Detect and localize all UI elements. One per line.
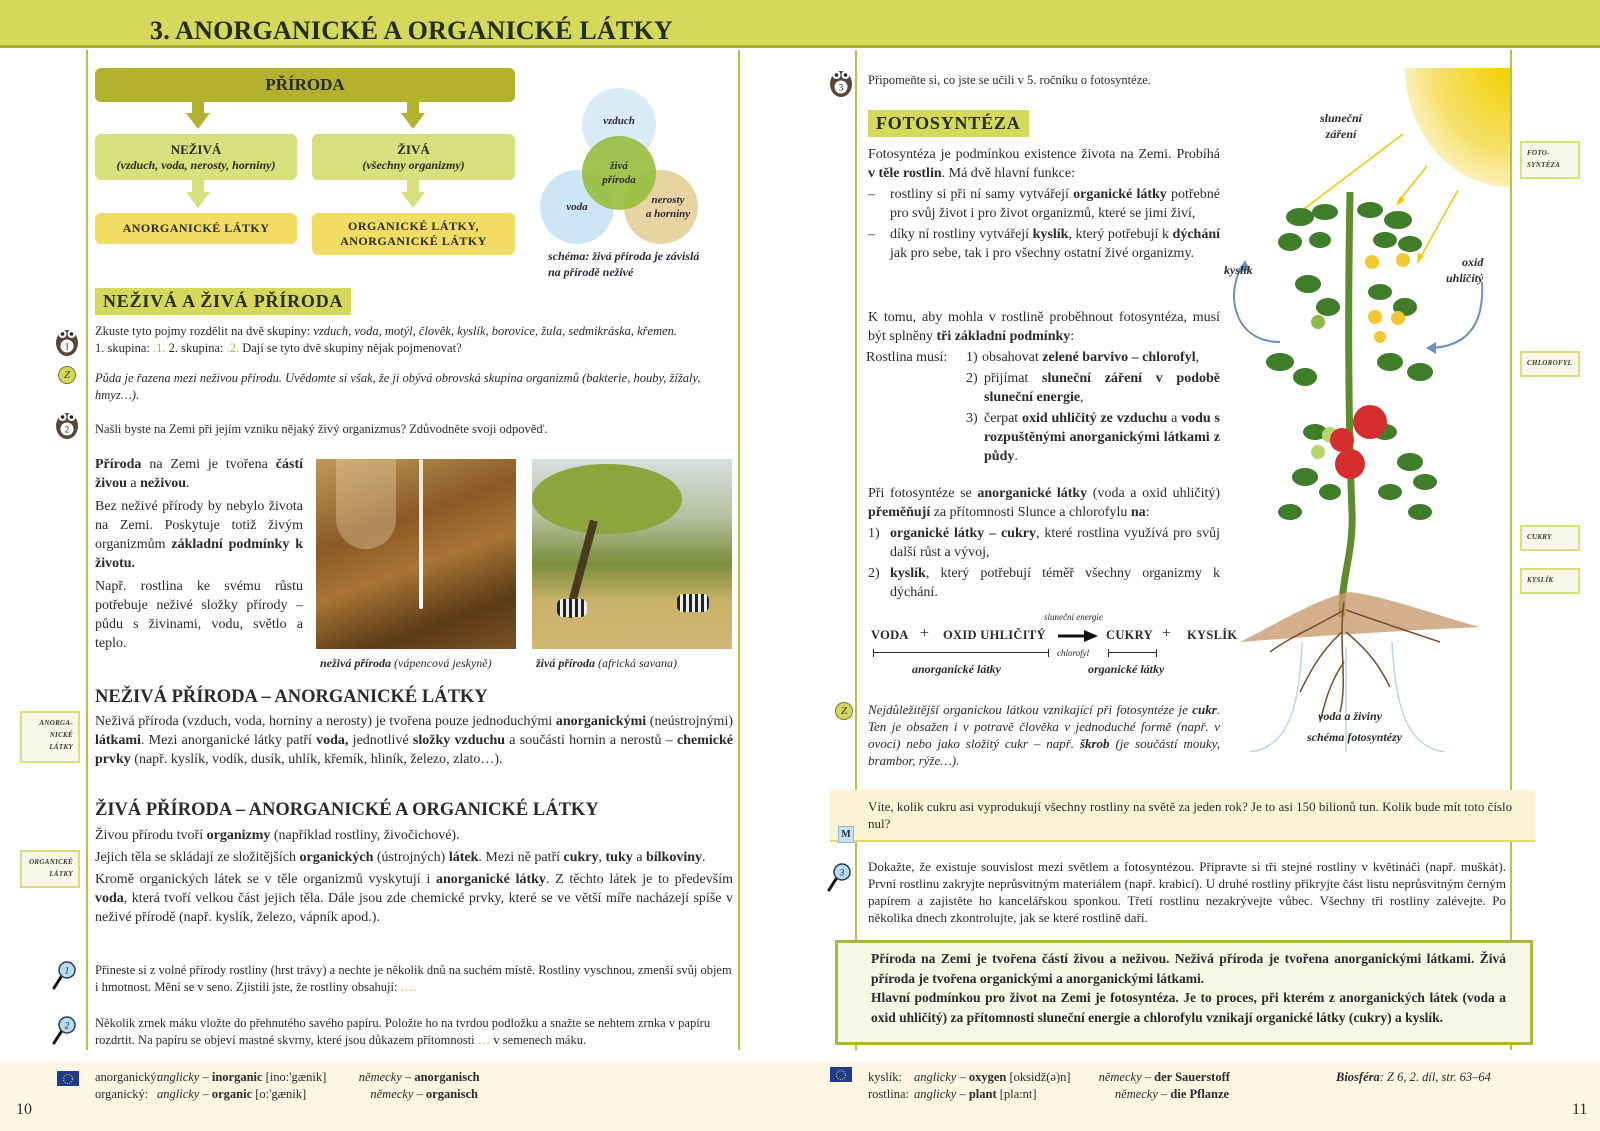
- section-title-anorganicke: NEŽIVÁ PŘÍRODA – ANORGANICKÉ LÁTKY: [95, 687, 488, 707]
- s2-b1: anorganickými: [555, 714, 647, 729]
- owl-task-icon: [828, 66, 854, 98]
- bracket-anorganicke: [873, 649, 1049, 657]
- vocab-de: der Sauerstoff: [1154, 1070, 1230, 1084]
- acacia-canopy: [532, 464, 682, 534]
- zebra-shape: [677, 594, 709, 612]
- vocab-pron: [oksidž(ə)n]: [1009, 1070, 1071, 1084]
- result-2: [868, 564, 1220, 602]
- vocab-row: anorganický:anglicky – inorganic [ino:'gænik] německy – anorganisch: [95, 1070, 480, 1084]
- s3-p3-b: anorganické látky: [435, 872, 546, 887]
- svg-text:1: 1: [64, 965, 70, 976]
- section-title-fotosynteza: FOTOSYNTÉZA: [868, 110, 1029, 137]
- intro-paragraph: [868, 145, 1220, 183]
- co2-label-2: uhličitý: [1446, 271, 1484, 285]
- venn-label-ziva-1: živá: [610, 160, 628, 172]
- r2-b: , který potřebují téměř všechny organizmy k dýchání.: [890, 566, 1220, 600]
- s2-b2: látkami: [95, 733, 141, 748]
- summary-paragraph-1: Příroda na Zemi je tvořena částí živou a neživou. Neživá příroda je tvořena anorganickými látkami. Živá příroda je tvořena organickými a anorganickými látkami.: [871, 951, 1506, 986]
- reference-title: Biosféra: [1336, 1070, 1380, 1084]
- vocab-row: rostlina: anglicky – plant [pla:nt] německy – die Pflanze: [868, 1087, 1230, 1101]
- vocab-row: kyslík: anglicky – oxygen [oksidž(ə)n] německy – der Sauerstoff: [868, 1070, 1230, 1084]
- s3-p2-g: ,: [598, 850, 606, 865]
- s2-t4: jednotlivé: [348, 733, 413, 748]
- tr-d: přeměňují: [868, 505, 931, 520]
- result-number: 1): [868, 526, 880, 541]
- s3-p2-f: cukry: [563, 850, 599, 865]
- transformation: [868, 484, 1220, 602]
- margin-label-chlorofyl: CHLOROFYL: [1520, 351, 1580, 377]
- s3-p2-h: tuky: [605, 850, 633, 865]
- c2-b: sluneční záření v podobě sluneční energie: [984, 371, 1220, 405]
- experiment1-text: [95, 962, 733, 996]
- intro-p1-d: a: [126, 476, 141, 491]
- ziva-title: ŽIVÁ: [397, 141, 430, 157]
- vocab-pron: [pla:nt]: [999, 1087, 1037, 1101]
- venn-label-ziva: [602, 159, 636, 187]
- li2-b: kyslík: [1032, 227, 1069, 242]
- vocab-de-label: německy: [1114, 1087, 1158, 1101]
- condition-number: 3): [966, 411, 978, 426]
- function-1-text: [890, 185, 1220, 223]
- tree-node-neziva: [95, 134, 297, 180]
- c3-b: oxid uhličitý ze vzduchu: [1022, 411, 1168, 426]
- label-kyslik: kyslík: [1224, 263, 1253, 277]
- c2-a: přijímat: [984, 371, 1043, 386]
- tr-e: za přítomnosti Slunce a chlorofylu: [930, 505, 1131, 520]
- c3-d: vodu s rozpuštěnými anorganickými látkami z půdy: [984, 411, 1220, 464]
- fi-p1-a: Fotosyntéza je podmínkou existence života na Zemi. Probíhá: [868, 147, 1220, 162]
- li1-c: potřebné pro svůj život i pro život organizmů, které se jimi živí,: [890, 187, 1220, 221]
- z-note-text: Půda je řazena mezi neživou přírodu. Uvědomte si však, že ji obývá obrovská skupina organizmů (bakterie, houby, žížaly, hmyz…).: [95, 371, 701, 402]
- experiment3-text: Dokažte, že existuje souvislost mezi světlem a fotosyntézou. Připravte si tři stejné rostliny v květináči (např. muškát). První rostlinu zakryjte neprůsvitným materiálem (např. krabicí). U druhé rostliny přikryjte část listu neprůsvitným černým papírem a zajistěte ho kancelářskou sponkou. Třetí rostlinu nezakrývejte vůbec. Všechny tři rostliny zalévejte. Po několika dnech zkontrolujte, jak se které rostlině daří.: [868, 859, 1506, 925]
- s2-t1: Neživá příroda (vzduch, voda, horniny a nerosty) je tvořena pouze jednoduchými: [95, 714, 556, 729]
- section2-text: [95, 712, 733, 769]
- condition-3: [868, 409, 1220, 466]
- s2-b5: chemické prvky: [95, 733, 733, 767]
- tr-b: anorganické látky: [977, 486, 1088, 501]
- section-title-ziva-priroda: ŽIVÁ PŘÍRODA – ANORGANICKÉ A ORGANICKÉ LÁTKY: [95, 800, 599, 820]
- co2-label-1: oxid: [1462, 255, 1484, 269]
- dash-bullet: –: [868, 187, 875, 202]
- zr-b2: škrob: [1079, 736, 1110, 751]
- venn-circle-ziva-priroda: [582, 136, 656, 210]
- eq-plus: +: [1162, 625, 1172, 642]
- tree-root-priroda: [95, 68, 515, 102]
- vocab-word: kyslík:: [868, 1070, 903, 1084]
- owl-task-icon: [54, 325, 80, 357]
- sun-label-2: záření: [1325, 127, 1357, 141]
- fotosynteza-intro: [868, 145, 1220, 263]
- intro-p1-b: na Zemi je tvořena: [141, 457, 276, 472]
- intro-p1-f: .: [186, 476, 190, 491]
- s3-p1-a: Živou přírodu tvoří: [95, 828, 207, 843]
- cond-intro-b: tři základní podmínky: [936, 329, 1071, 344]
- condition-1: [866, 348, 1220, 367]
- group2-label: 2. skupina:: [165, 341, 227, 355]
- venn-caption-line2: na přírodě neživé: [548, 265, 634, 279]
- s3-p2: [95, 848, 733, 867]
- intro-p1-a: Příroda: [95, 457, 142, 472]
- reference-pages: : Z 6, 2. díl, str. 63–64: [1379, 1070, 1491, 1084]
- vocab-en-label: anglicky: [157, 1070, 200, 1084]
- function-item-1: [868, 185, 1220, 223]
- vocab-word: organický:: [95, 1087, 149, 1101]
- s3-p2-i: a: [632, 850, 646, 865]
- condition-3-text: [984, 409, 1220, 466]
- vocab-word: rostlina:: [868, 1087, 909, 1101]
- svg-text:3: 3: [839, 867, 845, 878]
- s3-p1-b: organizmy: [206, 828, 271, 843]
- group1-label: 1. skupina:: [95, 341, 153, 355]
- svg-text:2: 2: [64, 424, 70, 435]
- eq-cukry: CUKRY: [1106, 628, 1153, 642]
- eu-flag-icon: [830, 1067, 852, 1082]
- s3-p3-e: , která tvoří velkou část jejich těla. Dále jsou zde chemické prvky, které se ve větší míře nacházejí spíše v neživé přírodě (např. kyslík, železo, vápník apod.).: [95, 891, 733, 925]
- section3-text: [95, 826, 733, 927]
- caption-cave-rest: (vápencová jeskyně): [391, 656, 492, 670]
- li2-e: jak pro sebe, tak i pro všechny ostatní živé organizmy.: [890, 246, 1195, 261]
- label-oxid-uhlicity: [1446, 254, 1483, 286]
- s3-p2-k: .: [702, 850, 706, 865]
- vocab-de-label: německy: [1098, 1070, 1142, 1084]
- task1-intro: Zkuste tyto pojmy rozdělit na dvě skupiny:: [95, 324, 314, 338]
- tr-c: (voda a oxid uhličitý): [1087, 486, 1221, 501]
- exp2-text-b: v semenech máku.: [490, 1033, 587, 1047]
- li1-a: rostliny si při ní samy vytvářejí: [890, 187, 1074, 202]
- math-icon: M: [838, 826, 854, 843]
- ziva-subtitle: (všechny organizmy): [362, 157, 465, 172]
- photo-caption-savanna: [536, 656, 677, 671]
- c1-a: obsahovat: [982, 350, 1043, 365]
- venn-label-voda: voda: [566, 201, 588, 213]
- task3-text: Připomeňte si, co jste se učili v 5. ročníku o fotosyntéze.: [868, 73, 1151, 87]
- vocab-de: die Pflanze: [1170, 1087, 1230, 1101]
- li2-c: , který potřebují k: [1068, 227, 1173, 242]
- venn-label-nerosty-2: a horniny: [645, 208, 691, 220]
- conditions-intro: [868, 308, 1220, 346]
- vocab-de-label: německy: [358, 1070, 402, 1084]
- vocab-row: organický: anglicky – organic [o:'gænik] německy – organisch: [95, 1087, 478, 1101]
- owl-task-icon: [54, 408, 80, 440]
- experiment2-text: [95, 1015, 733, 1049]
- venn-label-nerosty-1: nerosty: [651, 194, 685, 206]
- eq-kyslik: KYSLÍK: [1187, 628, 1238, 642]
- intro-paragraphs: [95, 455, 303, 653]
- task2-text: Našli byste na Zemi při jejím vzniku nějaký živý organizmus? Zdůvodněte svoji odpověď.: [95, 422, 548, 436]
- r1-b: , které rostlina využívá pro svůj další růst a vývoj,: [890, 526, 1220, 560]
- vocab-en-label: anglicky: [157, 1087, 200, 1101]
- magnifier-experiment-icon: [52, 1015, 78, 1045]
- group2-answer-blank[interactable]: .2.: [226, 341, 240, 355]
- s3-p3: [95, 870, 733, 927]
- magnifier-experiment-icon: [827, 862, 853, 892]
- s2-b3: voda,: [316, 733, 349, 748]
- vocab-en-label: anglicky: [914, 1070, 957, 1084]
- caption-savanna-bold: živá příroda: [536, 656, 596, 670]
- photo-african-savanna: [532, 459, 732, 649]
- li2-a: díky ní rostliny vytvářejí: [890, 227, 1033, 242]
- exp2-text-a: Několik zrnek máku vložte do přehnutého savého papíru. Položte ho na tvrdou podložku a snažte se nehtem zrnka v papíru rozdrtit. Na papíru se objeví mastné skvrny, které jsou důkazem přítomnosti: [95, 1016, 711, 1047]
- summary-box: [835, 940, 1533, 1045]
- vocab-en: plant: [968, 1087, 997, 1101]
- cond-intro-c: :: [1070, 329, 1075, 344]
- eq-oxid-uhlicity: OXID UHLIČITÝ: [943, 628, 1046, 642]
- s3-p1-c: (například rostliny, živočichové).: [270, 828, 460, 843]
- neziva-title: NEŽIVÁ: [170, 141, 222, 157]
- venn-diagram: [540, 88, 720, 258]
- condition-1-text: [982, 348, 1199, 367]
- s3-p3-c: . Z těchto látek je to především: [545, 872, 733, 887]
- neziva-subtitle: (vzduch, voda, nerosty, horniny): [116, 157, 276, 172]
- s3-p3-d: voda: [95, 891, 124, 906]
- zebra-shape: [557, 599, 587, 617]
- intro-p3: Např. rostlina ke svému růstu potřebuje neživé složky přírody – půdu s živinami, vodu, světlo a teplo.: [95, 579, 303, 651]
- organicke-label-1: ORGANICKÉ LÁTKY,: [348, 219, 479, 233]
- intro-p1-c: částí živou: [95, 457, 303, 491]
- caption-savanna-rest: (africká savana): [595, 656, 677, 670]
- intro-p2: [95, 497, 303, 573]
- page-number-left: 10: [16, 1101, 32, 1118]
- photo-caption-cave: [320, 656, 492, 671]
- result-2-text: [890, 564, 1220, 602]
- chapter-title: 3. ANORGANICKÉ A ORGANICKÉ LÁTKY: [150, 16, 673, 45]
- zr-t2: . Ten je obsažen i v potravě člověka v jednoduché formě (např. v ovoci) nebo jako složitý cukr – např.: [868, 702, 1220, 751]
- vocab-pron: [ino:'gænik]: [265, 1070, 327, 1084]
- s2-t3: . Mezi anorganické látky patří: [140, 733, 317, 748]
- zr-t3: (je součástí mouky, brambor, rýže…).: [868, 736, 1220, 768]
- li2-d: dýchání: [1172, 227, 1220, 242]
- tr-g: :: [1145, 505, 1150, 520]
- intro-p2-a: Bez neživé přírody by nebylo života na Zemi. Poskytuje totiž živým organizmům: [95, 499, 303, 552]
- z-note-icon: Z: [835, 702, 853, 720]
- group1-answer-blank[interactable]: .1.: [152, 341, 166, 355]
- conditions-lead: Rostlina musí:: [866, 350, 948, 365]
- tree-leaf-organicke: [312, 213, 515, 255]
- left-page-rule: [86, 50, 88, 1050]
- condition-number: 2): [966, 371, 978, 386]
- margin-label-anorganicke: ANORGA-NICKÉ LÁTKY: [20, 711, 80, 763]
- condition-number: 1): [966, 350, 978, 365]
- vocab-en: organic: [211, 1087, 253, 1101]
- c1-b: zelené barvivo – chlorofyl: [1042, 350, 1196, 365]
- vocab-en: oxygen: [968, 1070, 1007, 1084]
- label-voda-a-ziviny: voda a živiny: [1318, 709, 1382, 723]
- zr-t1: Nejdůležitější organickou látkou vznikající při fotosyntéze je: [868, 702, 1193, 717]
- venn-label-ziva-2: příroda: [602, 174, 636, 186]
- condition-2-text: [984, 369, 1220, 407]
- vocab-pron: [o:'gænik]: [255, 1087, 307, 1101]
- s3-p2-c: (ústrojných): [373, 850, 449, 865]
- result-1: [868, 524, 1220, 562]
- s2-t2: (neústrojnými): [646, 714, 733, 729]
- s3-p2-j: bílkoviny: [645, 850, 702, 865]
- photosynthesis-diagram: [1220, 62, 1510, 752]
- s3-p2-d: látek: [448, 850, 479, 865]
- eq-voda: VODA: [871, 628, 909, 642]
- transformation-intro: [868, 484, 1220, 522]
- vocab-word: anorganický:: [95, 1070, 161, 1084]
- c2-c: ,: [1080, 390, 1084, 405]
- function-item-2: [868, 225, 1220, 263]
- anorganicke-label: ANORGANICKÉ LÁTKY: [122, 221, 270, 235]
- s2-b4: složky vzduchu: [412, 733, 506, 748]
- summary-paragraph-2: Hlavní podmínkou pro život na Zemi je fotosyntéza. Je to proces, při kterém z anorganických látek (voda a oxid uhličitý) za přítomnosti sluneční energie a chlorofylu vznikají organické látky (cukry) a kyslík.: [871, 990, 1506, 1025]
- intro-p2-b: základní podmínky k životu.: [95, 537, 303, 571]
- task1-text: [95, 323, 735, 357]
- cond-intro-a: K tomu, aby mohla v rostlině proběhnout fotosyntéza, musí být splněny: [868, 310, 1220, 344]
- s3-p2-e: . Mezi ně patří: [478, 850, 564, 865]
- exp2-answer-blank[interactable]: …: [477, 1033, 491, 1047]
- tomato-plant-illustration: [1220, 62, 1510, 752]
- z-note-cukr: [868, 701, 1220, 769]
- margin-label-kyslik: KYSLÍK: [1520, 568, 1580, 594]
- venn-label-vzduch: vzduch: [603, 115, 635, 127]
- label-slunecni-zareni: [1320, 110, 1362, 142]
- dash-bullet: –: [868, 227, 875, 242]
- exp1-answer-blank[interactable]: ….: [400, 980, 417, 994]
- organicke-label-2: ANORGANICKÉ LÁTKY: [340, 234, 487, 248]
- math-fact-text: Víte, kolik cukru asi vyprodukují všechny rostliny na světě za jeden rok? Je to asi 150 bilionů tun. Kolik bude mít toto číslo nul?: [868, 799, 1513, 831]
- venn-label-nerosty: [646, 193, 690, 221]
- left-page-right-rule: [738, 50, 740, 1050]
- condition-2: [868, 369, 1220, 407]
- result-number: 2): [868, 566, 880, 581]
- stalactite-shape: [419, 459, 423, 609]
- caption-cave-bold: neživá příroda: [320, 656, 392, 670]
- zr-b1: cukr: [1192, 702, 1217, 717]
- tr-f: na: [1130, 505, 1146, 520]
- vocab-de-label: německy: [370, 1087, 414, 1101]
- svg-text:2: 2: [64, 1020, 70, 1031]
- margin-label-organicke: ORGANICKÉ LÁTKY: [20, 850, 80, 888]
- r2-a: kyslík: [890, 566, 926, 581]
- conditions: [868, 308, 1220, 466]
- tree-leaf-anorganicke: [95, 213, 297, 244]
- eq-below-arrow: chlorofyl: [1057, 648, 1090, 658]
- right-page-rule: [855, 50, 857, 1050]
- fi-p1-c: . Má dvě hlavní funkce:: [941, 166, 1075, 181]
- c3-e: .: [1014, 449, 1018, 464]
- sun-label-1: sluneční: [1320, 111, 1363, 125]
- task1-terms: vzduch, voda, motýl, člověk, kyslík, borovice, žula, sedmikráska, křemen.: [313, 324, 678, 338]
- task1-question: Dají se tyto dvě skupiny nějak pojmenovat?: [239, 341, 462, 355]
- vocab-en-label: anglicky: [914, 1087, 957, 1101]
- exp1-text: Přineste si z volné přírody rostliny (hrst trávy) a nechte je několik dnů na suchém místě. Rostliny vyschnou, zmenší svůj objem i hmotnost. Mění se v seno. Zjistili jste, že rostliny obsahují:: [95, 963, 732, 994]
- tree-node-ziva: [312, 134, 515, 180]
- eu-flag-icon: [57, 1071, 79, 1086]
- s2-t5: a součásti hornin a nerostů –: [505, 733, 678, 748]
- svg-text:1: 1: [64, 341, 70, 352]
- margin-label-cukry: CUKRY: [1520, 525, 1580, 551]
- li1-b: organické látky: [1073, 187, 1167, 202]
- vocab-de: anorganisch: [414, 1070, 480, 1084]
- function-2-text: [890, 225, 1220, 263]
- eq-label-anorganicke: anorganické látky: [912, 662, 1001, 676]
- margin-label-fotosynteza: FOTO-SYNTÉZA: [1520, 141, 1580, 179]
- fi-p1-b: v těle rostlin: [868, 166, 942, 181]
- vocab-de: organisch: [425, 1087, 478, 1101]
- chapter-header-bar: [0, 0, 1600, 48]
- eq-plus: +: [920, 625, 930, 642]
- bracket-organicke: [1108, 649, 1157, 657]
- vocab-en: inorganic: [211, 1070, 263, 1084]
- right-page-margin-rule: [1510, 50, 1512, 1050]
- venn-caption-line1: schéma: živá příroda je závislá: [548, 249, 700, 263]
- page-number-right: 11: [1572, 1101, 1588, 1118]
- vocabulary-right: [868, 1069, 1230, 1103]
- venn-caption: [548, 248, 699, 280]
- svg-text:3: 3: [838, 82, 844, 93]
- reaction-arrow-icon: [1058, 630, 1098, 642]
- r1-a: organické látky – cukry: [890, 526, 1036, 541]
- eq-above-arrow: sluneční energie: [1044, 612, 1103, 622]
- magnifier-experiment-icon: [52, 960, 78, 990]
- s3-p1: [95, 826, 733, 845]
- tr-a: Při fotosyntéze se: [868, 486, 978, 501]
- photo-limestone-cave: [316, 459, 516, 649]
- c3-a: čerpat: [984, 411, 1023, 426]
- vocabulary-left: [95, 1069, 480, 1103]
- z-note-icon: Z: [58, 366, 76, 384]
- section-title-neziva-a-ziva: NEŽIVÁ A ŽIVÁ PŘÍRODA: [95, 288, 351, 315]
- result-1-text: [890, 524, 1220, 562]
- s3-p2-b: organických: [299, 850, 374, 865]
- eq-label-organicke: organické látky: [1088, 662, 1165, 676]
- intro-p1: [95, 455, 303, 493]
- tree-root-label: PŘÍRODA: [265, 75, 345, 94]
- intro-p1-e: neživou: [140, 476, 186, 491]
- s3-p3-a: Kromě organických látek se v těle organizmů vyskytují i: [95, 872, 436, 887]
- c1-c: ,: [1195, 350, 1200, 365]
- c3-c: a: [1167, 411, 1182, 426]
- cave-formation: [336, 459, 396, 549]
- s2-t6: (např. kyslík, vodík, dusík, uhlík, křemík, hliník, železo, zlato…).: [130, 752, 503, 767]
- diagram-caption: schéma fotosyntézy: [1307, 730, 1402, 744]
- textbook-reference: [1336, 1069, 1491, 1086]
- s3-p2-a: Jejich těla se skládají ze složitějších: [95, 850, 300, 865]
